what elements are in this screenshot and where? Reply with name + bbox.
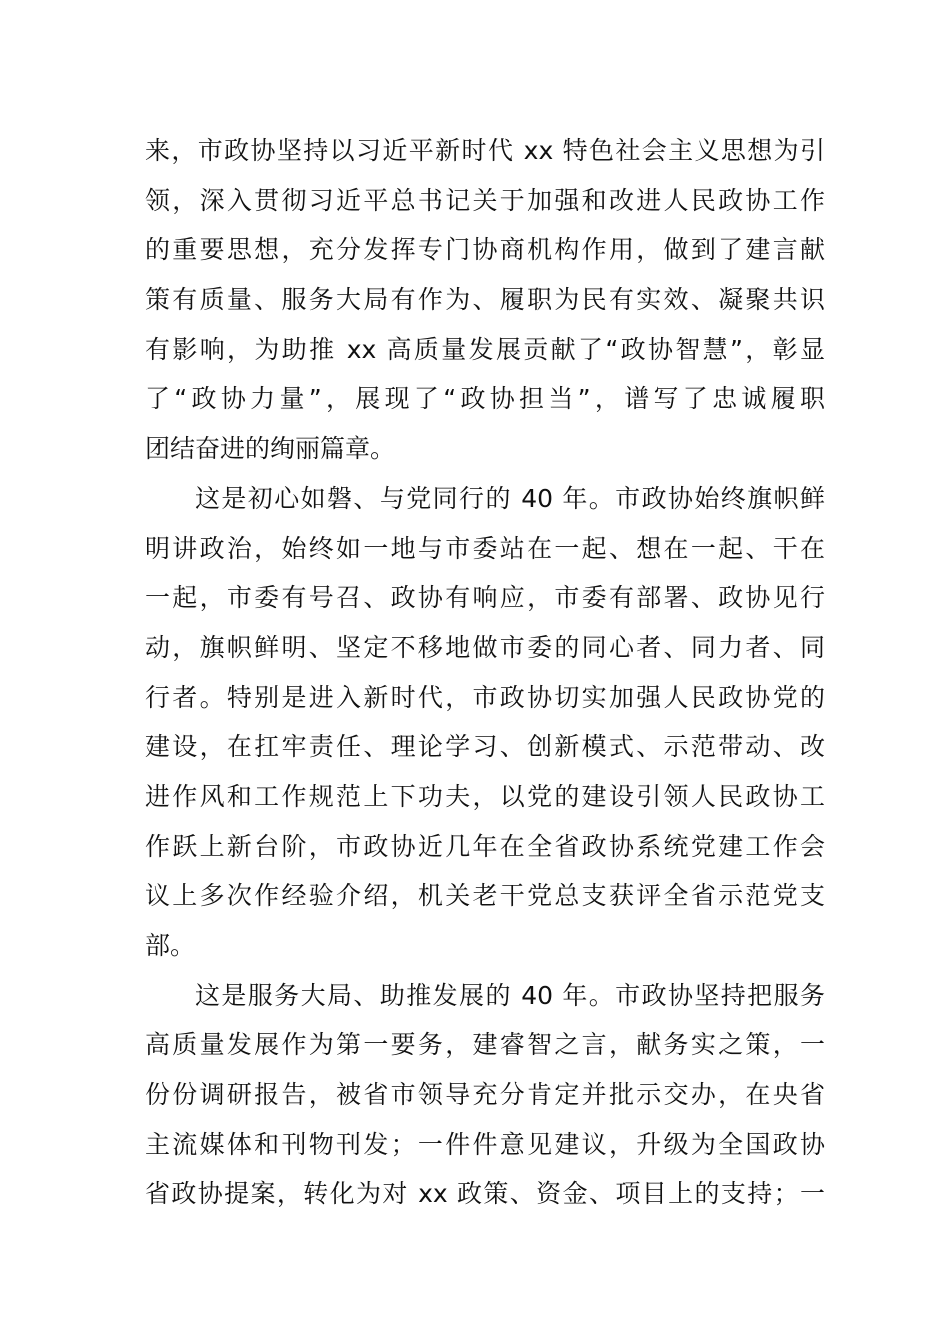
paragraph-line: 策有质量、服务大局有作为、履职为民有实效、凝聚共识 xyxy=(145,285,825,315)
document-body xyxy=(145,126,825,1219)
paragraph-line: 作跃上新台阶，市政协近几年在全省政协系统党建工作会 xyxy=(145,831,825,861)
paragraph-line: 的重要思想，充分发挥专门协商机构作用，做到了建言献 xyxy=(145,235,825,265)
paragraph-2 xyxy=(145,474,825,971)
paragraph-line: 这是服务大局、助推发展的 40 年。市政协坚持把服务 xyxy=(195,980,825,1010)
paragraph-line: 部。 xyxy=(145,931,196,960)
paragraph-line: 省政协提案，转化为对 xx 政策、资金、项目上的支持；一 xyxy=(145,1179,825,1209)
paragraph-line: 建设，在扛牢责任、理论学习、创新模式、示范带动、改 xyxy=(145,732,825,762)
paragraph-line: 有影响，为助推 xx 高质量发展贡献了“政协智慧”，彰显 xyxy=(145,334,825,364)
paragraph-line: 主流媒体和刊物刊发；一件件意见建议，升级为全国政协 xyxy=(145,1129,825,1159)
paragraph-line: 了“政协力量”，展现了“政协担当”，谱写了忠诚履职 xyxy=(145,384,825,414)
paragraph-line: 动，旗帜鲜明、坚定不移地做市委的同心者、同力者、同 xyxy=(145,632,825,662)
paragraph-line: 份份调研报告，被省市领导充分肯定并批示交办，在央省 xyxy=(145,1080,825,1110)
paragraph-line: 来，市政协坚持以习近平新时代 xx 特色社会主义思想为引 xyxy=(145,136,825,165)
paragraph-3 xyxy=(145,971,825,1219)
paragraph-line: 一起，市委有号召、政协有响应，市委有部署、政协见行 xyxy=(145,583,825,613)
paragraph-line: 行者。特别是进入新时代，市政协切实加强人民政协党的 xyxy=(145,682,825,712)
paragraph-line: 进作风和工作规范上下功夫，以党的建设引领人民政协工 xyxy=(145,781,825,811)
paragraph-line: 这是初心如磐、与党同行的 40 年。市政协始终旗帜鲜 xyxy=(195,483,825,513)
paragraph-line: 团结奋进的绚丽篇章。 xyxy=(145,434,396,464)
paragraph-line: 高质量发展作为第一要务，建睿智之言，献务实之策，一 xyxy=(145,1030,825,1060)
paragraph-line: 领，深入贯彻习近平总书记关于加强和改进人民政协工作 xyxy=(145,185,825,215)
paragraph-line: 明讲政治，始终如一地与市委站在一起、想在一起、干在 xyxy=(145,533,825,563)
paragraph-line: 议上多次作经验介绍，机关老干党总支获评全省示范党支 xyxy=(145,881,825,911)
paragraph-1 xyxy=(145,126,825,474)
